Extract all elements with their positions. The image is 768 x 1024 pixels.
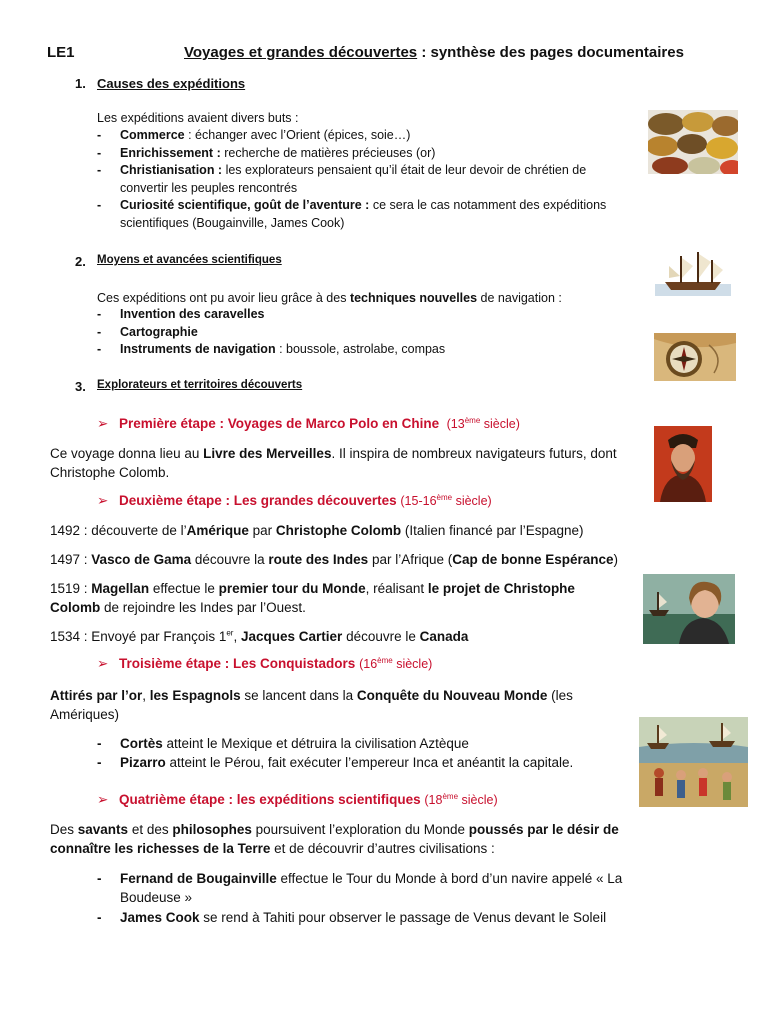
stage-1-heading: ➢ Première étape : Voyages de Marco Polo en Chine (13ème siècle) xyxy=(97,415,520,431)
columbus-image xyxy=(643,574,735,644)
arrow-icon: ➢ xyxy=(97,416,109,431)
arrow-icon: ➢ xyxy=(97,656,109,671)
causes-list xyxy=(97,127,617,232)
stage-3-paragraph: Attirés par l’or, les Espagnols se lancent dans la Conquête du Nouveau Monde (les Amériques) xyxy=(50,688,573,722)
section-2-heading xyxy=(75,254,575,272)
caravel-image xyxy=(655,248,731,296)
title-rest: : synthèse des pages documentaires xyxy=(417,44,684,61)
arrow-icon: ➢ xyxy=(97,792,109,807)
document-title xyxy=(184,44,684,61)
section-2-intro: Ces expéditions ont pu avoir lieu grâce à des techniques nouvelles de navigation : xyxy=(97,291,562,305)
section-heading: Moyens et avancées scientifiques xyxy=(97,254,282,266)
stage-3-heading: ➢ Troisième étape : Les Conquistadors (16ème siècle) xyxy=(97,655,433,671)
arrow-icon: ➢ xyxy=(97,493,109,508)
list-item: - Instruments de navigation : boussole, astrolabe, compas xyxy=(97,341,577,359)
list-item: - Enrichissement : recherche de matières précieuses (or) xyxy=(97,145,617,163)
list-item: - Fernand de Bougainville effectue le Tour du Monde à bord d’un navire appelé « La Boudeuse » xyxy=(97,869,627,907)
event-1497: 1497 : Vasco de Gama découvre la route des Indes par l’Afrique (Cap de bonne Espérance) xyxy=(50,552,619,567)
stage-2-heading: ➢ Deuxième étape : Les grandes découvertes (15-16ème siècle) xyxy=(97,492,492,508)
spices-image xyxy=(648,110,738,174)
conquistadors-image xyxy=(639,717,748,807)
list-item: - Pizarro atteint le Pérou, fait exécuter l’empereur Inca et anéantit la capitale. xyxy=(97,753,617,772)
event-1519: 1519 : Magellan effectue le premier tour du Monde, réalisant le projet de Christophe Colomb de rejoindre les Indes par l’Ouest. xyxy=(50,581,575,615)
section-heading: Explorateurs et territoires découverts xyxy=(97,379,303,391)
means-list xyxy=(97,306,577,359)
list-item: - Christianisation : les explorateurs pensaient qu’il était de leur devoir de chrétien de convertir les peuples rencontrés xyxy=(97,162,617,197)
list-item: - Commerce : échanger avec l’Orient (épices, soie…) xyxy=(97,127,617,145)
section-3-heading xyxy=(75,379,575,397)
section-number: 1. xyxy=(75,76,86,91)
section-number: 3. xyxy=(75,379,86,394)
list-item: - Cartographie xyxy=(97,324,577,342)
compass-image xyxy=(654,333,736,381)
list-item: - Curiosité scientifique, goût de l’aventure : ce sera le cas notamment des expéditions scientifiques (Bougainville, James Cook) xyxy=(97,197,617,232)
document-code: LE1 xyxy=(47,44,75,61)
stage-1-paragraph: Ce voyage donna lieu au Livre des Merveilles. Il inspira de nombreux navigateurs futurs, dont Christophe Colomb. xyxy=(50,446,617,480)
stage-4-heading: ➢ Quatrième étape : les expéditions scientifiques (18ème siècle) xyxy=(97,791,498,807)
marco-polo-image xyxy=(654,426,712,502)
list-item: - Invention des caravelles xyxy=(97,306,577,324)
conquistadors-list xyxy=(97,734,617,772)
section-heading: Causes des expéditions xyxy=(97,76,246,91)
section-number: 2. xyxy=(75,254,86,269)
section-1-intro: Les expéditions avaient divers buts : xyxy=(97,111,299,125)
event-1534: 1534 : Envoyé par François 1er, Jacques Cartier découvre le Canada xyxy=(50,628,469,644)
section-1-heading xyxy=(75,76,575,94)
list-item: - James Cook se rend à Tahiti pour observer le passage de Venus devant le Soleil xyxy=(97,908,627,927)
event-1492: 1492 : découverte de l’Amérique par Christophe Colomb (Italien financé par l’Espagne) xyxy=(50,523,584,538)
stage-4-paragraph: Des savants et des philosophes poursuivent l’exploration du Monde poussés par le désir de connaître les richesses de la Terre et de découvrir d’autres civilisations : xyxy=(50,822,619,856)
scientific-list xyxy=(97,869,627,927)
title-main: Voyages et grandes découvertes xyxy=(184,44,418,61)
list-item: - Cortès atteint le Mexique et détruira la civilisation Aztèque xyxy=(97,734,617,753)
